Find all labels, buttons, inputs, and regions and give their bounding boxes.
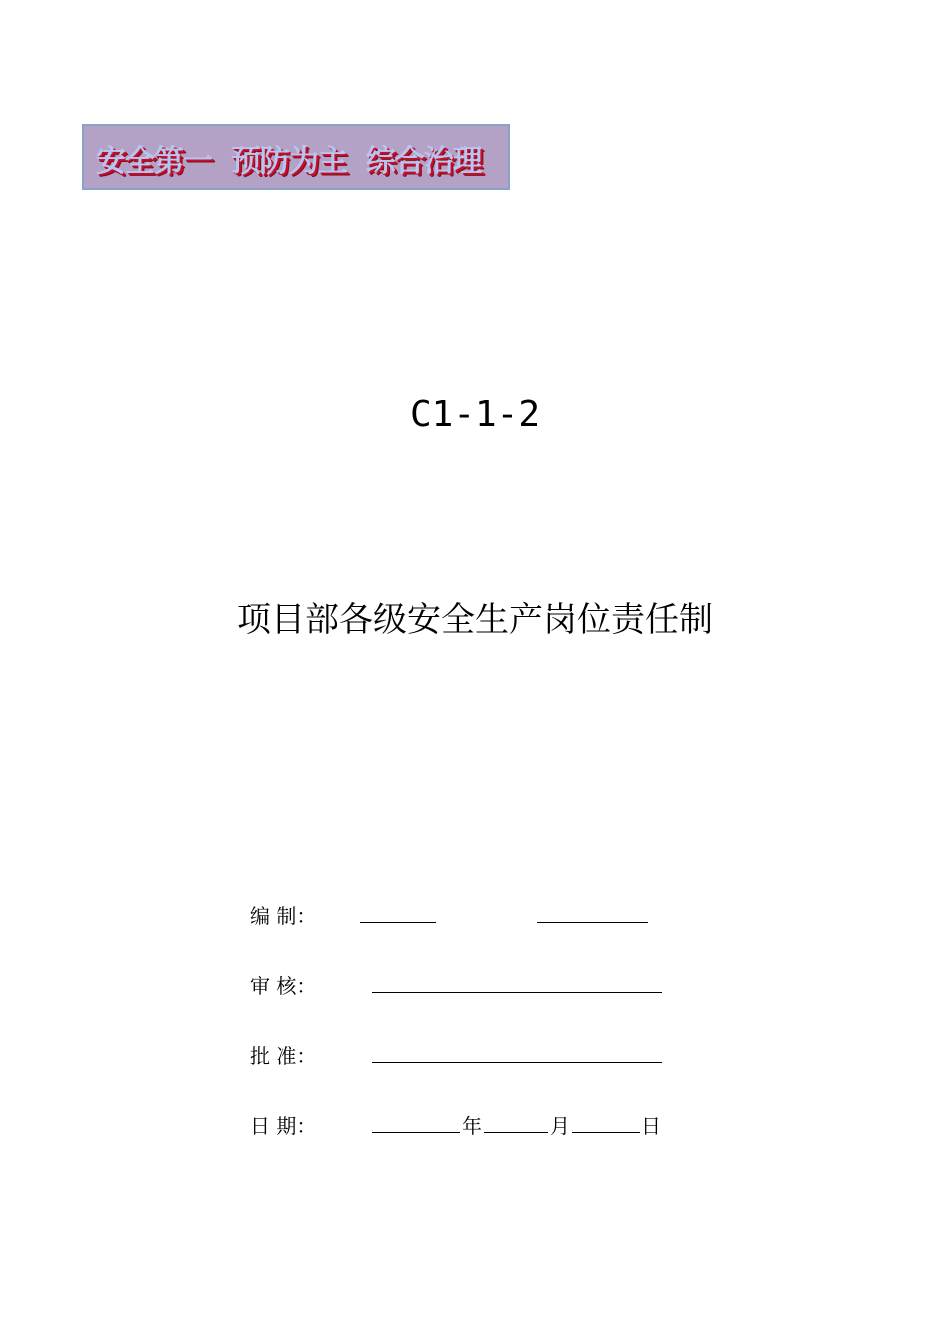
reviewed-by-line xyxy=(372,992,662,993)
date-label: 日 期： xyxy=(250,1114,317,1138)
document-title: 项目部各级安全生产岗位责任制 xyxy=(237,600,713,640)
compiled-by-line xyxy=(360,922,436,923)
day-line xyxy=(572,1132,640,1133)
approved-by-row xyxy=(250,1040,670,1070)
year-unit: 年 xyxy=(462,1114,482,1138)
reviewed-by-row xyxy=(250,970,670,1000)
month-line xyxy=(484,1132,548,1133)
reviewed-by-label: 审 核： xyxy=(250,974,317,998)
approved-by-label: 批 准： xyxy=(250,1044,317,1068)
slogan-banner xyxy=(82,124,510,190)
month-unit: 月 xyxy=(550,1114,570,1138)
compiled-by-row xyxy=(250,900,670,930)
compiled-by-label: 编 制： xyxy=(250,904,317,928)
day-unit: 日 xyxy=(641,1114,661,1138)
compiled-by-line-2 xyxy=(537,922,648,923)
slogan-text: 安全第一 预防为主 综合治理 xyxy=(96,144,482,179)
document-code: C1-1-2 xyxy=(409,394,541,435)
date-row xyxy=(250,1110,670,1140)
year-line xyxy=(372,1132,460,1133)
approved-by-line xyxy=(372,1062,662,1063)
